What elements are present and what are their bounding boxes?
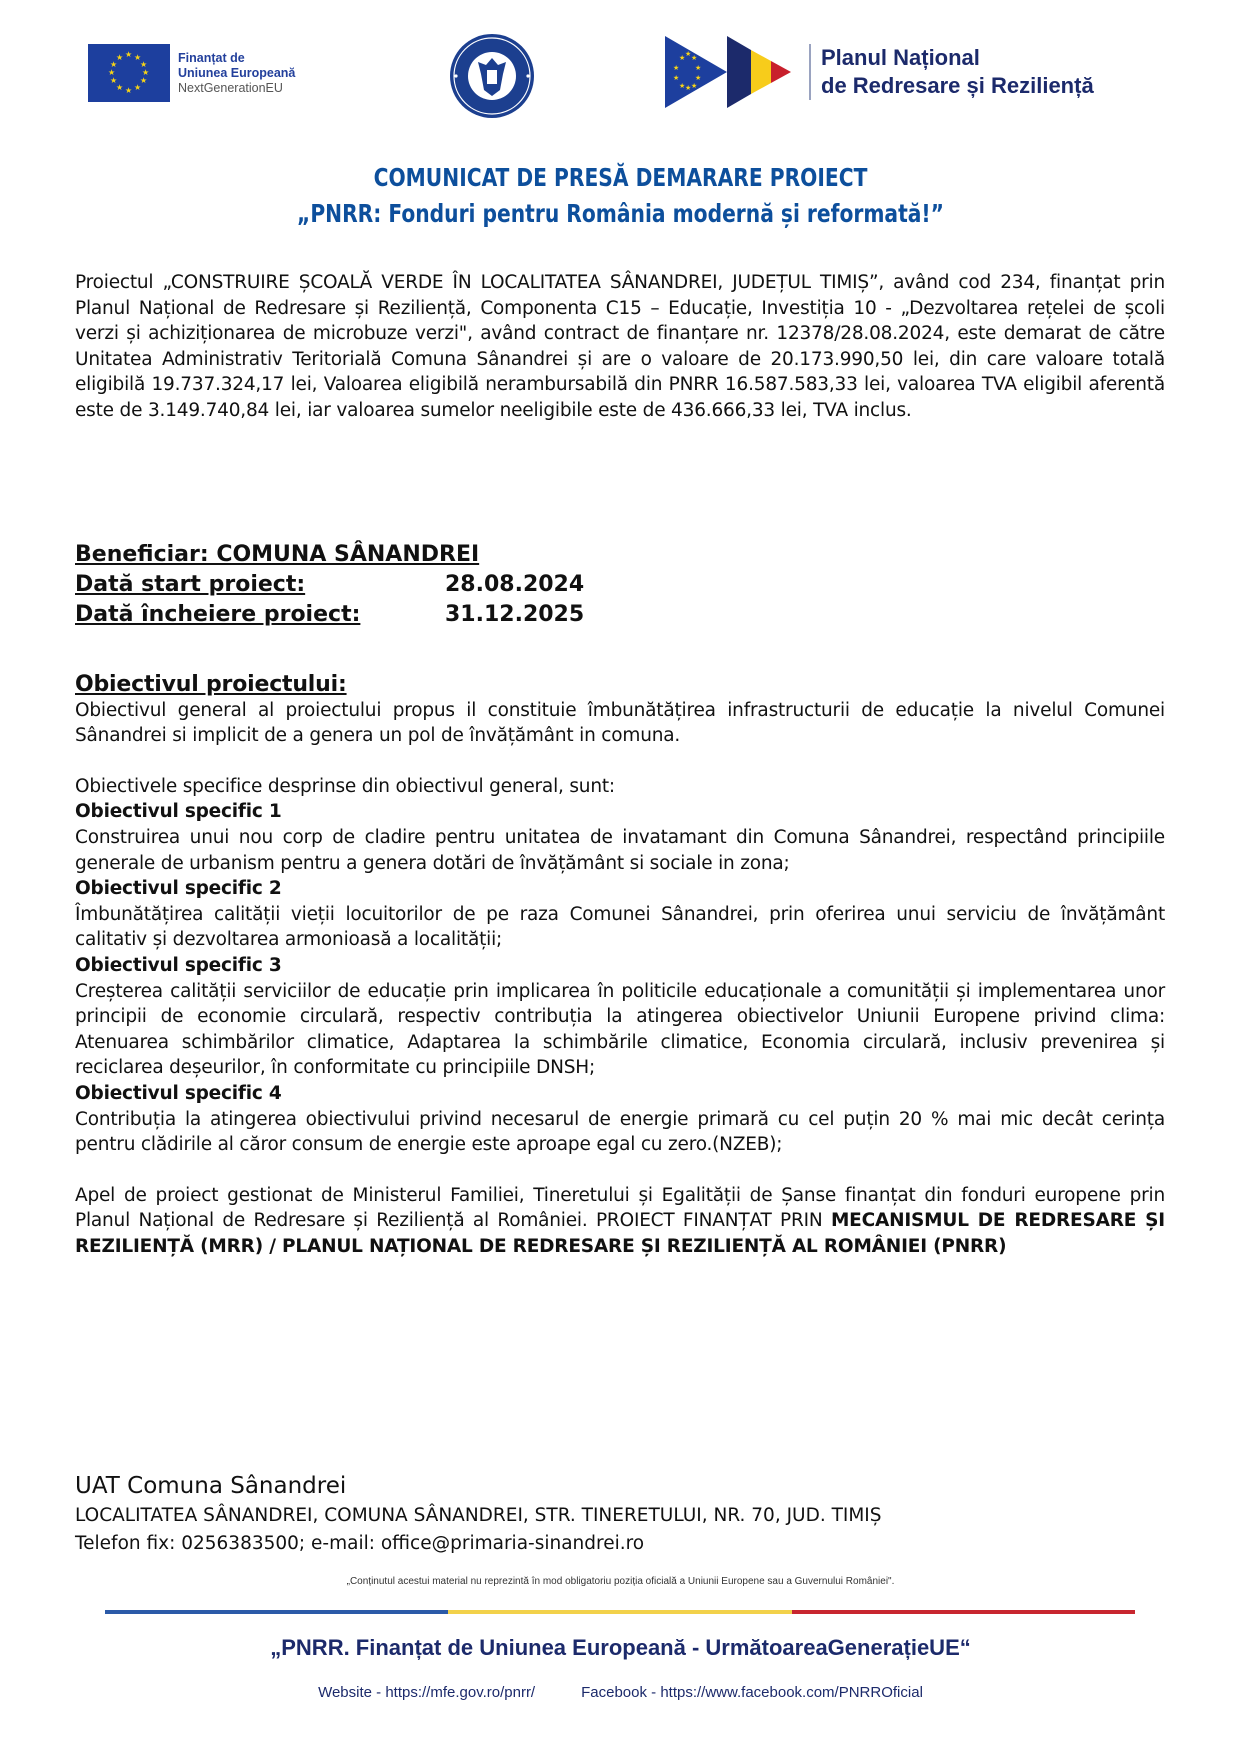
specific-objective-title: Obiectivul specific 1 <box>75 801 282 823</box>
start-date-label: Dată start proiect: <box>75 572 306 597</box>
footer-slogan: „PNRR. Finanțat de Uniunea Europeană - UrmătoareaGenerațieUE“ <box>270 1635 971 1660</box>
specific-objectives-intro: Obiectivele specifice desprinse din obiectivul general, sunt: <box>75 775 615 797</box>
beneficiary: Beneficiar: COMUNA SÂNANDREI <box>75 542 480 567</box>
contact-name: UAT Comuna Sânandrei <box>75 1473 347 1499</box>
contact-block <box>75 1470 1175 1558</box>
general-objective: Obiectivul general al proiectului propus il constituie îmbunătățirea infrastructurii de educație la nivelul Comunei Sânandrei si implicit de a genera un pol de învățământ in comuna. <box>75 699 1165 747</box>
project-info <box>75 540 584 630</box>
funding-call-bold: MECANISMUL DE REDRESARE ȘI REZILIENȚĂ (MRR) / PLANUL NAȚIONAL DE REDRESARE ȘI REZILIENȚĂ AL ROMÂNIEI (PNRR) <box>75 1210 1165 1257</box>
specific-objective-text: Creșterea calității serviciilor de educație prin implicarea în politicile educaționale a comunității și implementarea unor principii de economie circulară, respectiv contribuția la atingerea obiectivelor Uniunii Europene privind clima: Atenuarea schimbărilor climatice, Adaptarea la schimbările climatice, Economia circulară, inclusiv prevenirea și reciclarea deșeurilor, în conformitate cu principiile DNSH; <box>75 980 1165 1079</box>
intro-paragraph: Proiectul „CONSTRUIRE ȘCOALĂ VERDE ÎN LOCALITATEA SÂNANDREI, JUDEȚUL TIMIȘ”, având cod 234, finanțat prin Planul Național de Redresare și Reziliență, Componenta C15 – Educație, Investiția 10 - „Dezvoltarea rețelei de școli verzi și achiziționarea de microbuze verzi", având contract de finanțare nr. 12378/28.08.2024, este demarat de către Unitatea Administrativ Teritorială Comuna Sânandrei și are o valoare de 20.173.990,50 lei, din care valoare totală eligibilă 19.737.324,17 lei, Valoarea eligibilă nerambursabilă din PNRR 16.587.583,33 lei, valoarea TVA eligibil aferentă este de 3.149.740,84 lei, iar valoarea sumelor neeligibile este de 436.666,33 lei, TVA inclus. <box>75 272 1165 421</box>
government-seal-icon <box>448 32 536 120</box>
pnrr-logo <box>665 32 1094 112</box>
footer-links <box>0 1684 1241 1701</box>
contact-phone-email: Telefon fix: 0256383500; e-mail: office@primaria-sinandrei.ro <box>75 1533 645 1554</box>
svg-text:★: ★ <box>679 54 686 62</box>
specific-objective-text: Contribuția la atingerea obiectivului privind necesarul de energie primară cu cel puțin 20 % mai mic decât cerința pentru clădirile al căror consum de energie este aproape egal cu zero.(NZEB); <box>75 1108 1165 1156</box>
svg-text:★: ★ <box>685 84 692 92</box>
end-date-label: Dată încheiere proiect: <box>75 602 361 627</box>
website-link[interactable]: Website - https://mfe.gov.ro/pnrr/ <box>318 1684 536 1701</box>
eu-funding-logo <box>88 44 295 102</box>
specific-objective-text: Construirea unui nou corp de cladire pentru unitatea de invatamant din Comuna Sânandrei, respectând principiile generale de urbanism pentru a genera dotări de învățământ si sociale in zona; <box>75 826 1165 874</box>
eu-logo-line3: NextGenerationEU <box>178 80 283 95</box>
facebook-link[interactable]: Facebook - https://www.facebook.com/PNRROficial <box>581 1684 923 1701</box>
title-line1: COMUNICAT DE PRESĂ DEMARARE PROIECT <box>373 163 868 192</box>
eu-logo-line1: Finanțat de <box>178 50 245 65</box>
title-line2: „PNRR: Fonduri pentru România modernă și reformată!” <box>297 199 944 228</box>
start-date-value: 28.08.2024 <box>445 572 585 597</box>
disclaimer: „Conținutul acestui material nu reprezintă în mod obligatoriu poziția oficială a Uniunii Europene sau a Guvernului României". <box>346 1576 895 1587</box>
specific-objective-title: Obiectivul specific 3 <box>75 954 282 976</box>
svg-text:★: ★ <box>691 82 698 90</box>
svg-text:★: ★ <box>695 64 702 72</box>
objective-heading: Obiectivul proiectului: <box>75 672 347 697</box>
pnrr-arrows-icon <box>665 32 795 112</box>
end-date-value: 31.12.2025 <box>445 602 585 627</box>
eu-flag-icon: ★ ★ ★ ★ ★ ★ ★ ★ ★ ★ ★ ★ <box>88 44 170 102</box>
tricolor-divider <box>105 1610 1135 1614</box>
pnrr-logo-line2: de Redresare și Reziliență <box>821 73 1094 98</box>
svg-text:★: ★ <box>685 50 692 58</box>
objectives-section <box>75 672 1165 1259</box>
page-title <box>0 160 1241 232</box>
specific-objective-title: Obiectivul specific 2 <box>75 878 282 900</box>
svg-text:★: ★ <box>679 82 686 90</box>
specific-objective-text: Îmbunătățirea calității vieții locuitorilor de pe raza Comunei Sânandrei, prin oferirea unui serviciu de învățământ calitativ și dezvoltarea armonioasă a localității; <box>75 903 1165 951</box>
svg-text:★: ★ <box>691 54 698 62</box>
header-logos <box>0 0 1241 130</box>
specific-objective-title: Obiectivul specific 4 <box>75 1082 282 1104</box>
pnrr-logo-line1: Planul Național <box>821 45 980 70</box>
svg-text:★: ★ <box>673 64 680 72</box>
funding-call-paragraph <box>75 1183 1165 1260</box>
eu-logo-line2: Uniunea Europeană <box>178 65 296 80</box>
svg-text:★: ★ <box>695 74 702 82</box>
contact-address: LOCALITATEA SÂNANDREI, COMUNA SÂNANDREI, STR. TINERETULUI, NR. 70, JUD. TIMIȘ <box>75 1505 882 1526</box>
funding-call-text: Apel de proiect gestionat de Ministerul Familiei, Tineretului și Egalității de Șanse finanțat din fonduri europene prin Planul Național de Redresare și Reziliență al României. PROIECT FINANȚAT PRIN <box>75 1184 1165 1232</box>
svg-text:★: ★ <box>673 74 680 82</box>
